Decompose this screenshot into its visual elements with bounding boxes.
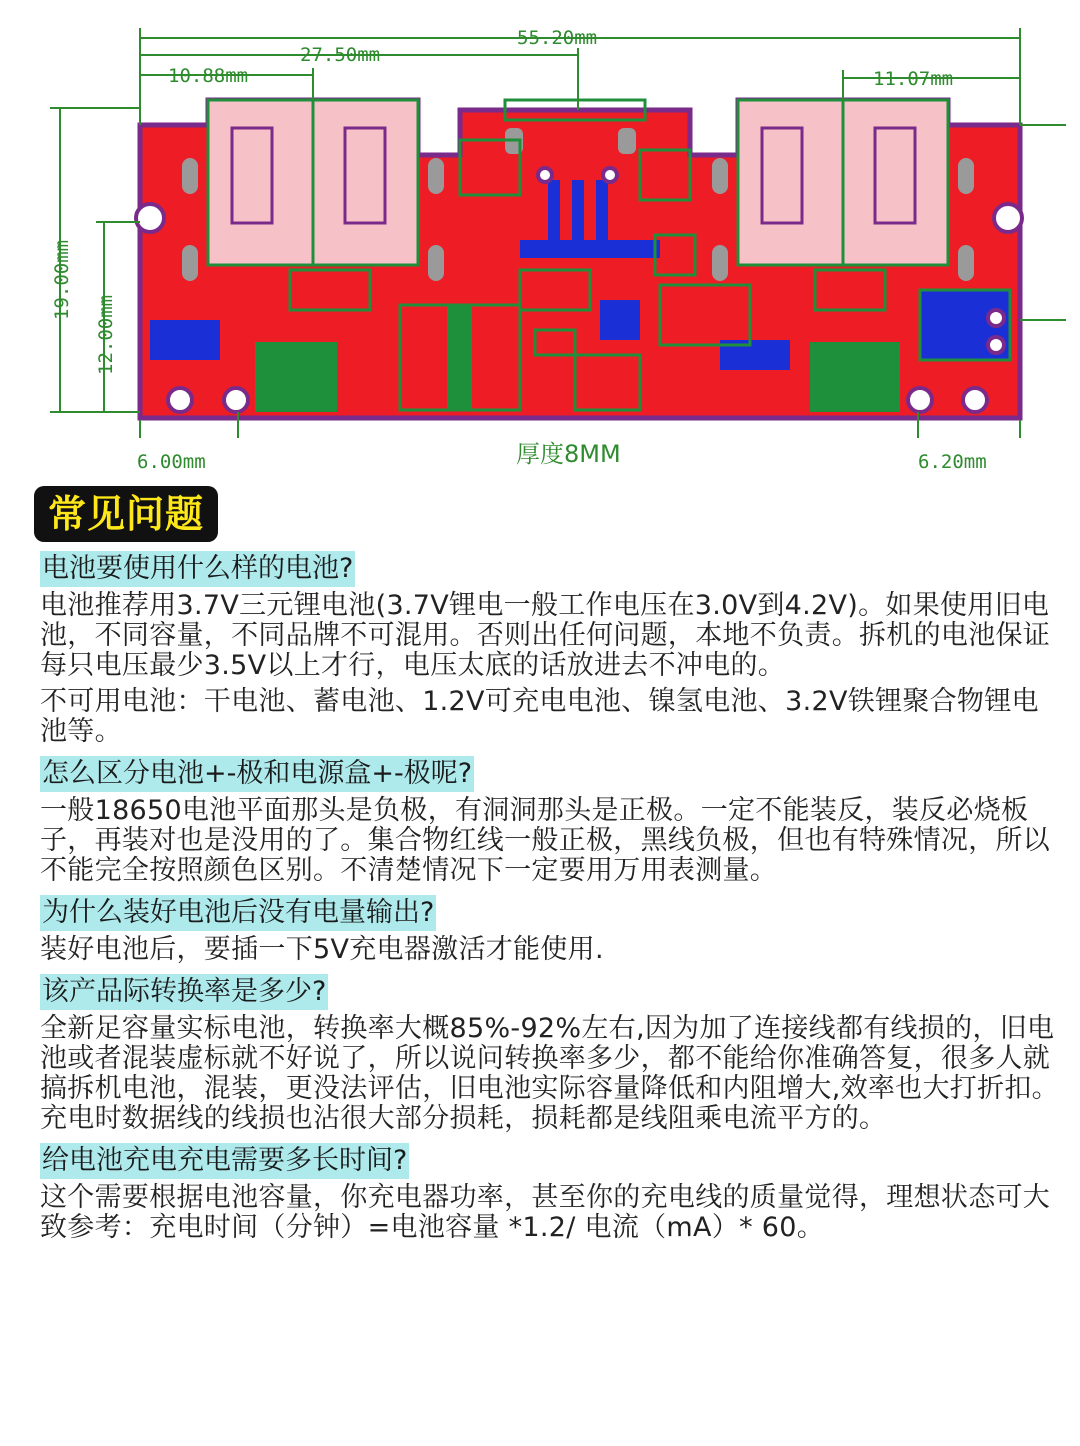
faq-list xyxy=(40,548,1060,1249)
faq-answer: 不可用电池：干电池、蓄电池、1.2V可充电电池、镍氢电池、3.2V铁锂聚合物锂电池等。 xyxy=(40,686,1039,747)
dim-height: 19.00mm xyxy=(51,239,73,320)
usb-port-left xyxy=(208,100,418,265)
dim-total-width: 55.20mm xyxy=(517,27,598,49)
faq-answer: 一般18650电池平面那头是负极，有洞洞那头是正极。一定不能装反，装反必烧板子，再装对也是没用的了。集合物红线一般正极，黑线负极，但也有特殊情况，所以不能完全按照颜色区别。不清楚情况下一定要用万用表测量。 xyxy=(40,795,1051,886)
faq-answer: 装好电池后，要插一下5V充电器激活才能使用. xyxy=(40,934,604,965)
dim-right-usb: 11.07mm xyxy=(873,68,954,90)
dim-inner-height: 12.00mm xyxy=(95,294,117,375)
faq-item xyxy=(40,548,1060,747)
faq-answer: 这个需要根据电池容量，你充电器功率，甚至你的充电线的质量觉得，理想状态可大致参考：充电时间（分钟）=电池容量 *1.2/ 电流（mA）* 60。 xyxy=(40,1182,1051,1243)
faq-item xyxy=(40,1140,1060,1243)
faq-question: 怎么区分电池+-极和电源盒+-极呢? xyxy=(40,756,474,792)
thickness-label: 厚度8MM xyxy=(516,440,621,468)
usb-port-right xyxy=(738,100,948,265)
dim-left-hole: 6.00mm xyxy=(137,451,206,473)
faq-question: 该产品际转换率是多少? xyxy=(40,974,328,1010)
dim-left-usb: 10.88mm xyxy=(168,65,249,87)
faq-answer: 电池推荐用3.7V三元锂电池(3.7V锂电一般工作电压在3.0V到4.2V)。如果使用旧电池，不同容量，不同品牌不可混用。否则出任何问题，本地不负责。拆机的电池保证每只电压最少3.5V以上才行，电压太底的话放进去不冲电的。 xyxy=(40,590,1051,681)
dim-right-hole: 6.20mm xyxy=(918,451,987,473)
faq-question: 为什么装好电池后没有电量输出? xyxy=(40,895,436,931)
faq-title: 常见问题 xyxy=(34,486,218,542)
dim-half-width: 27.50mm xyxy=(300,44,381,66)
faq-item xyxy=(40,892,1060,965)
faq-answer: 全新足容量实标电池，转换率大概85%-92%左右,因为加了连接线都有线损的，旧电池或者混装虚标就不好说了，所以说问转换率多少，都不能给你准确答复，很多人就搞拆机电池，混装，更没法评估，旧电池实际容量降低和内阻增大,效率也大打折扣。充电时数据线的线损也沾很大部分损耗，损耗都是线阻乘电流平方的。 xyxy=(40,1013,1059,1134)
faq-item xyxy=(40,971,1060,1134)
faq-item xyxy=(40,753,1060,886)
pcb-diagram xyxy=(0,0,1080,480)
faq-question: 给电池充电充电需要多长时间? xyxy=(40,1143,409,1179)
faq-question: 电池要使用什么样的电池? xyxy=(40,551,355,587)
